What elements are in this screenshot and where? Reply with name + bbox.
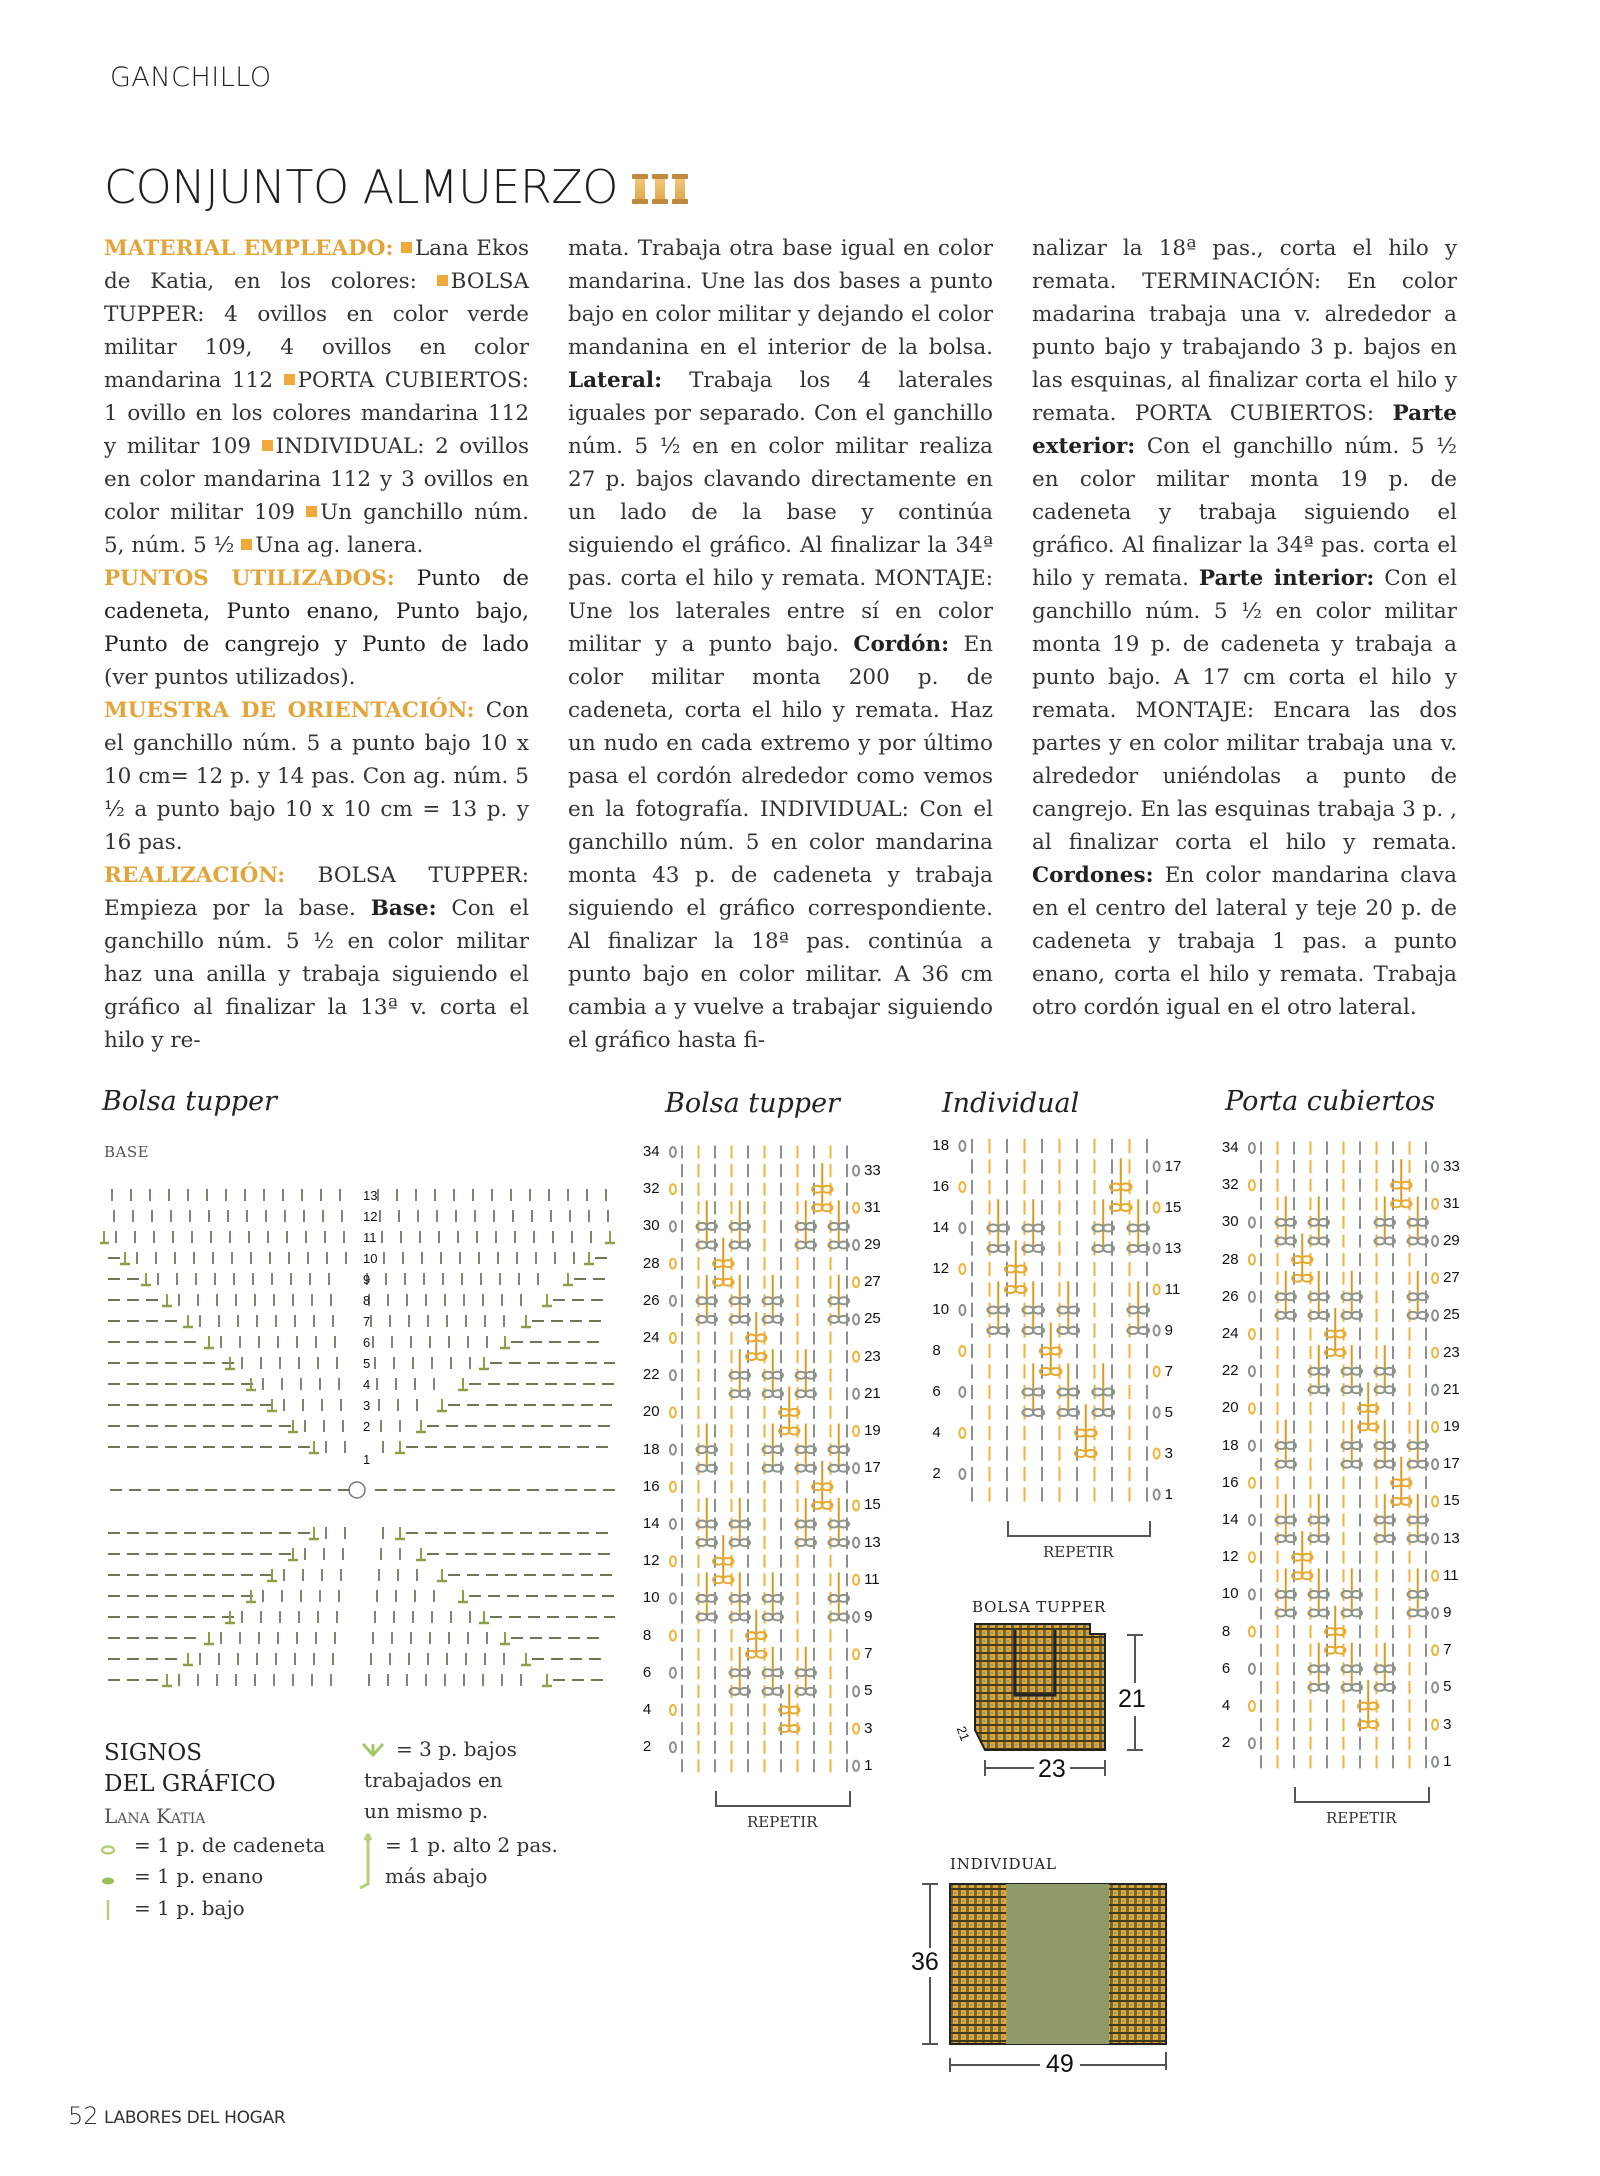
row-number-right: 23 [1443,1343,1460,1361]
legend-title-line: SIGNOS [104,1740,202,1766]
row-number-right: 33 [864,1161,881,1179]
legend-title-line: DEL GRÁFICO [104,1771,276,1797]
turning-chain-mark [853,1724,859,1734]
repeat-bracket [1007,1521,1151,1537]
round-number: 2 [363,1419,371,1434]
row-number-left: 8 [642,1626,652,1644]
muestra-paragraph [104,694,529,859]
legend-item-increase [364,1734,517,1827]
long-stitch-icon [356,1832,376,1890]
turning-chain-mark [853,1203,859,1213]
turning-chain-mark [853,1612,859,1622]
dimension-depth: 21 [953,1724,973,1743]
legend-subtitle: Lana Katia [104,1804,206,1828]
turning-chain-mark [853,1277,859,1287]
row-number-left: 12 [642,1552,660,1570]
body-text: En color militar monta 200 p. de cadeneta, corta el hilo y remata. Haz un nudo en cada extremo y por último pasa el cordón alrededor como vemos en la fotografía. INDIVIDUAL: Con el ganchillo núm. 5 en color mandarina monta 43 p. de cadeneta y trabaja siguiendo el gráfico correspondiente. Al finalizar la 18ª pas. continúa a punto bajo en color militar. A 36 cm cambia a y vuelve a trabajar siguiendo el gráfico hasta fi- [568,632,993,1053]
body-text: Con el ganchillo núm. 5 ½ en color militar monta 19 p. de cadeneta y trabaja siguiendo el gráfico. Al finalizar la 34ª pas. corta el hilo y remata. [1032,434,1457,591]
row-number-left: 6 [1221,1659,1231,1677]
round-number: 9 [363,1272,371,1287]
turning-chain-mark [1249,1589,1255,1599]
turning-chain-mark [670,1333,676,1343]
row-number-right: 27 [1443,1269,1460,1287]
turning-chain-mark [1249,1180,1255,1190]
row-number-right: 23 [864,1347,881,1365]
round-number: 3 [363,1398,371,1413]
turning-chain-mark [1249,1701,1255,1711]
material-paragraph [104,232,529,562]
row-number-left: 6 [932,1383,941,1400]
round-number: 12 [363,1209,378,1224]
turning-chain-mark [1432,1162,1438,1172]
bullet-icon [437,275,448,286]
turning-chain-mark [1154,1203,1160,1213]
body-text: En color mandarina clava en el centro del lateral y teje 20 p. de cadeneta y trabaja 1 pas. a punto enano, corta el hilo y remata. Trabaja otro cordón igual en el otro lateral. [1032,863,1458,1020]
row-number-left: 20 [642,1403,660,1421]
puntos-heading: PUNTOS UTILIZADOS: [104,566,395,591]
turning-chain-mark [1249,1292,1255,1302]
row-number-right: 11 [1443,1566,1459,1584]
title-text: CONJUNTO ALMUERZO [104,160,619,214]
row-number-left: 24 [642,1329,660,1346]
row-number-left: 10 [932,1301,950,1318]
turning-chain-mark [959,1469,965,1479]
dimension-height: 36 [911,1948,939,1976]
turning-chain-mark [1249,1552,1255,1562]
row-number-right: 11 [864,1570,880,1588]
row-number-left: 10 [642,1589,660,1607]
chain-stitch-icon [100,1843,116,1857]
material-text: PORTA CUBIERTOS: 1 ovillo en los colores mandarina 112 y militar 109 [104,368,530,459]
row-number-right: 13 [864,1533,881,1551]
row-number-left: 12 [1221,1548,1239,1566]
row-number-left: 14 [1221,1511,1239,1528]
stitch-grid [640,1140,900,1860]
turning-chain-mark [670,1482,676,1492]
body-text: nalizar la 18ª pas., corta el hilo y remata. TERMINACIÓN: En color madarina trabaja una v. alrededor a punto bajo y trabajando 3 p. bajos en las esquinas, al finalizar corta el hilo y remata. PORTA CUBIERTOS: [1032,236,1457,426]
turning-chain-mark [853,1538,859,1548]
turning-chain-mark [1154,1367,1160,1377]
row-number-left: 22 [642,1366,660,1384]
spool-icon [652,174,668,204]
round-number: 7 [363,1314,371,1329]
porta-stitch-chart [1210,1136,1470,1856]
row-number-left: 16 [642,1477,660,1495]
turning-chain-mark [1154,1490,1160,1500]
row-number-right: 9 [864,1608,873,1625]
turning-chain-mark [670,1407,676,1417]
magic-ring [349,1482,365,1498]
row-number-left: 16 [932,1178,950,1195]
row-number-left: 26 [1221,1287,1239,1305]
section-label: GANCHILLO [110,62,272,93]
dimension-width: 49 [1040,2050,1080,2079]
row-number-left: 18 [1221,1436,1239,1454]
material-text: Lana Ekos de Katia, en los colores: [104,236,529,294]
turning-chain-mark [670,1742,676,1752]
round-number: 5 [363,1356,371,1371]
cordones-heading: Cordones: [1032,863,1154,888]
realizacion-paragraph [104,859,529,1057]
dimension-width: 23 [1034,1755,1070,1784]
turning-chain-mark [670,1445,676,1455]
turning-chain-mark [853,1314,859,1324]
legend-line: = 3 p. bajos [396,1737,517,1761]
turning-chain-mark [853,1761,859,1771]
material-text: BOLSA TUPPER: 4 ovillos en color verde militar 109, 4 ovillos en color mandarina 112 [104,269,529,393]
turning-chain-mark [959,1346,965,1356]
row-number-left: 22 [1221,1362,1239,1380]
bolsa-stitch-chart [640,1140,900,1860]
turning-chain-mark [959,1305,965,1315]
dimension-height: 21 [1118,1683,1146,1716]
bullet-icon [262,440,273,451]
interior-heading: Parte interior: [1198,566,1375,591]
schematic-label-individual: INDIVIDUAL [950,1855,1057,1873]
stitch-grid [920,1136,1190,1556]
chart-title-bolsa: Bolsa tupper [665,1088,840,1119]
legend-line: más abajo [385,1864,488,1888]
body-text: mata. Trabaja otra base igual en color mandarina. Une las dos bases a punto bajo en color militar y dejando el color mandanina en el interior de la bolsa. [568,236,993,360]
row-number-right: 3 [1164,1444,1173,1462]
body-text: Trabaja los 4 laterales iguales por separado. Con el ganchillo núm. 5 ½ en en color militar realiza 27 p. bajos clavando directamente en un lado de la base y continúa siguiendo el gráfico. Al finalizar la 34ª pas. corta el hilo y remata. MONTAJE: Une los laterales entre sí en color militar y a punto bajo. [568,368,993,657]
muestra-heading: MUESTRA DE ORIENTACIÓN: [104,698,475,723]
article-column-1 [104,232,529,1057]
puntos-paragraph [104,562,529,694]
turning-chain-mark [1249,1627,1255,1637]
turning-chain-mark [853,1463,859,1473]
row-number-right: 5 [1164,1403,1173,1421]
row-number-left: 4 [642,1701,652,1718]
row-number-right: 21 [1443,1380,1460,1398]
single-crochet-icon [104,1898,112,1922]
row-number-right: 13 [1443,1529,1460,1547]
row-number-right: 7 [1443,1641,1452,1659]
individual-center-panel [1006,1884,1109,2044]
row-number-right: 3 [864,1719,873,1737]
turning-chain-mark [670,1519,676,1529]
bolsa-body [975,1624,1105,1750]
row-number-right: 25 [864,1310,881,1328]
turning-chain-mark [959,1182,965,1192]
turning-chain-mark [670,1668,676,1678]
body-text: Con el ganchillo núm. 5 ½ en color militar monta 19 p. de cadeneta y trabaja a punto bajo. A 17 cm corta el hilo y remata. MONTAJE: Encara las dos partes y en color militar trabaja una v. alrededor uniéndolas a punto de cangrejo. En las esquinas trabaja 3 p. , al finalizar corta el hilo y remata. [1032,566,1457,855]
turning-chain-mark [1432,1348,1438,1358]
turning-chain-mark [670,1147,676,1157]
turning-chain-mark [1432,1422,1438,1432]
page-number: 52 [68,2102,99,2130]
turning-chain-mark [853,1500,859,1510]
repeat-bracket [715,1791,851,1807]
row-number-right: 25 [1443,1306,1460,1324]
row-number-left: 2 [642,1738,652,1756]
exterior-heading: Parte exterior: [1032,401,1457,459]
turning-chain-mark [1249,1255,1255,1265]
chart-title-porta: Porta cubiertos [1225,1086,1436,1117]
row-number-right: 5 [1443,1678,1452,1696]
round-number: 4 [363,1377,371,1392]
chart-subtitle-base: BASE [104,1143,150,1161]
row-number-right: 31 [1443,1194,1460,1212]
row-number-left: 2 [1221,1734,1231,1752]
turning-chain-mark [1432,1608,1438,1618]
material-heading: MATERIAL EMPLEADO: [104,236,394,261]
individual-stitch-chart [920,1136,1190,1561]
row-number-right: 15 [1443,1492,1460,1510]
turning-chain-mark [1432,1571,1438,1581]
round-number: 10 [363,1251,378,1266]
base-heading: Base: [370,896,437,921]
turning-chain-mark [1432,1459,1438,1469]
base-stitch-chart [100,1170,615,1690]
row-number-right: 1 [1164,1485,1173,1503]
turning-chain-mark [1432,1682,1438,1692]
turning-chain-mark [1432,1496,1438,1506]
row-number-left: 32 [1221,1176,1239,1194]
row-number-right: 1 [864,1756,873,1774]
bullet-icon [241,539,252,550]
schematic-label-bolsa: BOLSA TUPPER [972,1598,1107,1616]
row-number-right: 17 [1164,1157,1182,1175]
puntos-text-strong: Punto de cadeneta, Punto enano, Punto bajo, Punto de cangrejo y Punto de lado [104,566,529,657]
row-number-right: 11 [1164,1280,1181,1298]
row-number-right: 3 [1443,1715,1452,1733]
repeat-label: REPETIR [1043,1542,1114,1561]
row-number-left: 10 [1221,1585,1239,1603]
body-paragraph [568,232,993,1057]
turning-chain-mark [1154,1285,1160,1295]
row-number-right: 29 [864,1236,881,1253]
turning-chain-mark [1432,1236,1438,1246]
legend-title [104,1738,276,1800]
row-number-left: 30 [1221,1213,1239,1231]
row-number-right: 15 [1164,1198,1182,1216]
repeat-label: REPETIR [747,1812,818,1831]
turning-chain-mark [853,1389,859,1399]
turning-chain-mark [1432,1199,1438,1209]
material-text: INDIVIDUAL: 2 ovillos en color mandarina 112 y 3 ovillos en color militar 109 [104,434,529,525]
magazine-name: LABORES DEL HOGAR [104,2108,286,2128]
row-number-left: 28 [642,1254,660,1272]
turning-chain-mark [670,1705,676,1715]
turning-chain-mark [670,1296,676,1306]
bullet-icon [306,506,317,517]
page-title [104,160,688,214]
turning-chain-mark [853,1240,859,1250]
turning-chain-mark [853,1575,859,1585]
puntos-text: (ver puntos utilizados). [104,665,356,690]
round-number: 1 [363,1452,371,1467]
row-number-right: 27 [864,1273,881,1291]
row-number-left: 4 [1221,1697,1231,1714]
turning-chain-mark [853,1686,859,1696]
material-text: Una ag. lanera. [255,533,424,558]
row-number-left: 14 [642,1515,660,1532]
row-number-left: 4 [932,1424,941,1441]
turning-chain-mark [1432,1273,1438,1283]
turning-chain-mark [1249,1664,1255,1674]
turning-chain-mark [853,1649,859,1659]
cordon-heading: Cordón: [853,632,950,657]
round-number: 13 [363,1188,378,1203]
turning-chain-mark [670,1259,676,1269]
turning-chain-mark [670,1221,676,1231]
turning-chain-mark [1154,1408,1160,1418]
row-number-left: 24 [1221,1325,1239,1342]
turning-chain-mark [1249,1515,1255,1525]
row-number-right: 7 [864,1645,873,1663]
realizacion-heading: REALIZACIÓN: [104,863,286,888]
turning-chain-mark [1249,1143,1255,1153]
turning-chain-mark [853,1166,859,1176]
turning-chain-mark [1432,1385,1438,1395]
turning-chain-mark [670,1556,676,1566]
legend-line: un mismo p. [364,1799,489,1823]
row-number-right: 33 [1443,1157,1460,1175]
turning-chain-mark [670,1593,676,1603]
row-number-left: 18 [932,1137,950,1154]
turning-chain-mark [1432,1310,1438,1320]
turning-chain-mark [1249,1738,1255,1748]
row-number-right: 9 [1164,1321,1173,1339]
legend-line: trabajados en [364,1768,503,1792]
legend-item-slip: = 1 p. enano [134,1864,264,1888]
row-number-left: 32 [642,1180,660,1198]
repeat-bracket [1294,1787,1430,1803]
row-number-left: 28 [1221,1250,1239,1268]
row-number-right: 17 [864,1459,881,1477]
row-number-left: 8 [932,1342,941,1359]
turning-chain-mark [670,1370,676,1380]
row-number-left: 14 [932,1219,950,1236]
legend-line: = 1 p. alto 2 pas. [385,1833,558,1857]
realizacion-text: Con el ganchillo núm. 5 ½ en color militar haz una anilla y trabaja siguiendo el gráfico al finalizar la 13ª v. corta el hilo y re- [104,896,529,1053]
muestra-text: Con el ganchillo núm. 5 a punto bajo 10 x 10 cm= 12 p. y 14 pas. Con ag. núm. 5 ½ a punto bajo 10 x 10 cm = 13 p. y 16 pas. [104,698,529,855]
turning-chain-mark [959,1223,965,1233]
row-number-right: 17 [1443,1455,1460,1473]
turning-chain-mark [1154,1244,1160,1254]
turning-chain-mark [959,1387,965,1397]
turning-chain-mark [853,1352,859,1362]
row-number-left: 34 [1221,1139,1239,1156]
round-number: 8 [363,1293,371,1308]
chart-title-individual: Individual [942,1088,1080,1119]
turning-chain-mark [1249,1329,1255,1339]
row-number-right: 5 [864,1682,873,1700]
turning-chain-mark [853,1426,859,1436]
round-number: 6 [363,1335,371,1350]
turning-chain-mark [1154,1449,1160,1459]
realizacion-text: BOLSA TUPPER: Empieza por la base. [104,863,529,921]
turning-chain-mark [1154,1326,1160,1336]
row-number-left: 26 [642,1291,660,1309]
turning-chain-mark [959,1264,965,1274]
turning-chain-mark [1154,1162,1160,1172]
bullet-icon [284,374,295,385]
spool-icon [672,174,688,204]
row-number-left: 6 [642,1663,652,1681]
row-number-left: 20 [1221,1399,1239,1417]
row-number-right: 29 [1443,1232,1460,1249]
row-number-right: 15 [864,1496,881,1514]
turning-chain-mark [1249,1478,1255,1488]
round-number: 11 [363,1230,377,1245]
turning-chain-mark [1432,1757,1438,1767]
article-column-2 [568,232,993,1057]
turning-chain-mark [1249,1366,1255,1376]
slip-stitch-icon [100,1874,116,1888]
row-number-left: 12 [932,1260,950,1277]
row-number-left: 30 [642,1217,660,1235]
turning-chain-mark [1249,1403,1255,1413]
legend-item-single: = 1 p. bajo [134,1896,245,1920]
row-number-right: 7 [1164,1362,1173,1380]
bullet-icon [401,242,412,253]
row-number-right: 21 [864,1384,881,1402]
difficulty-rating [632,174,688,204]
body-paragraph [1032,232,1457,1024]
row-number-right: 9 [1443,1604,1452,1621]
row-number-left: 34 [642,1143,660,1160]
row-number-right: 13 [1164,1239,1182,1257]
repeat-label: REPETIR [1326,1808,1397,1827]
spool-icon [632,174,648,204]
turning-chain-mark [1432,1720,1438,1730]
turning-chain-mark [959,1428,965,1438]
stitch-grid [1210,1136,1470,1856]
turning-chain-mark [670,1184,676,1194]
turning-chain-mark [670,1631,676,1641]
row-number-left: 16 [1221,1473,1239,1491]
row-number-right: 1 [1443,1752,1452,1770]
turning-chain-mark [1432,1534,1438,1544]
legend-item-long [385,1830,558,1892]
chart-title-base: Bolsa tupper [102,1086,277,1117]
row-number-right: 19 [1443,1418,1460,1435]
lateral-heading: Lateral: [568,368,663,393]
turning-chain-mark [1249,1217,1255,1227]
row-number-left: 8 [1221,1622,1231,1640]
turning-chain-mark [1432,1645,1438,1655]
row-number-right: 31 [864,1198,881,1216]
row-number-left: 18 [642,1440,660,1458]
turning-chain-mark [959,1141,965,1151]
row-number-left: 2 [932,1465,941,1482]
row-number-right: 19 [864,1422,881,1439]
material-text: Un ganchillo núm. 5, núm. 5 ½ [104,500,529,558]
article-column-3 [1032,232,1457,1024]
turning-chain-mark [1249,1441,1255,1451]
legend-item-chain: = 1 p. de cadeneta [134,1833,326,1857]
